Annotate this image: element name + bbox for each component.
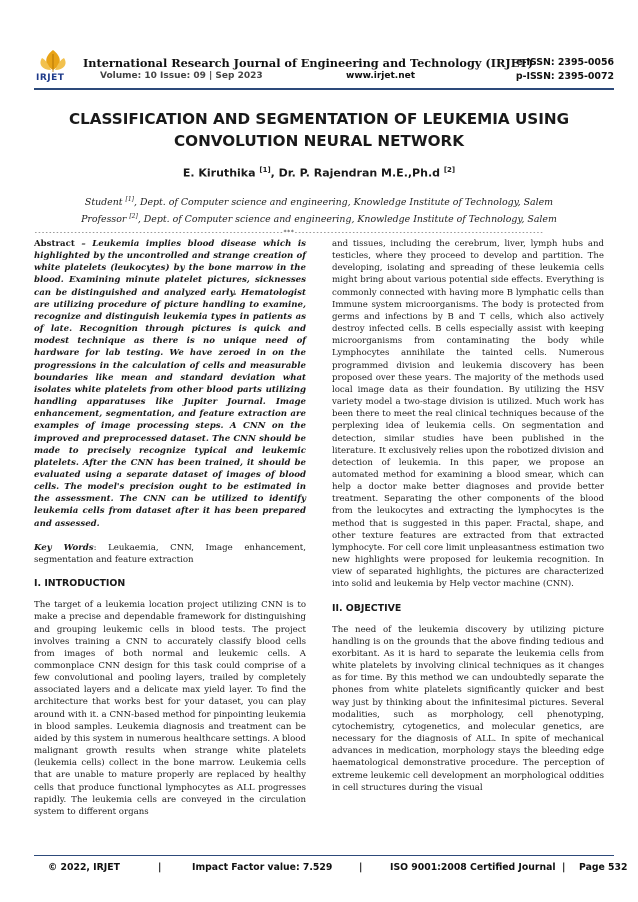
introduction-continued-text: and tissues, including the cerebrum, liver, lymph hubs and testicles, where they proceed to develop and partition. The developing, isolating and spreading of these leukemia cells might bring about various potential side effects. Everything is commonly connected with having more B lymphatic cells than Immune system microorganisms. The body is protected from germs and infections by B and T cells, which also actively destroy infected cells. B cells especially assist with keeping microorganisms from contaminating the body while Lymphocytes annihilate the tainted cells. Numerous programmed division and leukemia discovery has been proposed over these years. The majority of the methods used local image data as their foundation. By utilizing the HSV variety model a two-stage division is utilized. Much work has been there to meet the real clinical techniques because of the perplexing idea of leukemia cells. On segmentation and detection, similar studies have been published in the literature. It exclusively relies upon the robotized division and detection of leukemia. In this paper, we propose an automated method for examining a blood smear, which can help a doctor make better diagnoses and provide better treatment. Separating the other components of the blood from the leukocytes and extracting the lymphocytes is the method that is suggested in this paper. Fractal, shape, and other texture features are extracted from that extracted lymphocyte. For cell core limit unpleasantness estimation two new highlights were proposed for leukemia recognition. In view of separated highlights, the pictures are characterized into solid and leukemia by Help vector machine (CNN). — [332, 239, 604, 590]
keywords-label: Key Words — [34, 542, 94, 553]
author-name: E. Kiruthika — [182, 166, 256, 180]
journal-title: International Research Journal of Engineering and Technology (IRJET) — [83, 56, 534, 70]
affiliation-line: Student [1], Dept. of Computer science and engineering, Knowledge Institute of Technology, Salem — [84, 196, 554, 209]
paper-title-line2: CONVOLUTION NEURAL NETWORK — [174, 132, 464, 150]
eissn: e-ISSN: 2395-0056 — [516, 57, 614, 68]
footer-impact-factor: Impact Factor value: 7.529 — [192, 862, 333, 873]
author-ref: [2] — [443, 166, 456, 174]
author-list — [40, 166, 598, 180]
footer-separator: | — [158, 862, 162, 873]
volume-issue: Volume: 10 Issue: 09 | Sep 2023 — [100, 71, 263, 81]
abstract-text: Leukemia implies blood disease which is highlighted by the uncontrolled and strange creation of white platelets (leukocytes) by the bone marrow in the blood. Examining minute platelet pictures, sicknesses can be distinguished and analyzed early. Hematologist are utilizing procedure of picture handling to examine, recognize and distinguish leukemia types in patients as of late. Recognition through pictures is quick and modest technique as there is no unique need of hardware for lab testing. We have zeroed in on the progressions in the calculation of cells and measurable boundaries like mean and standard deviation what isolates white platelets from other blood parts utilizing handling apparatuses like Jupiter Journal. Image enhancement, segmentation, and feature extraction are examples of image processing steps. A CNN on the improved and preprocessed dataset. The CNN should be made to precisely recognize typical and leukemic platelets. After the CNN has been trained, it should be evaluated using a separate dataset of images of blood cells. The model's precision ought to be estimated in the assessment. The CNN can be utilized to identify leukemia cells from dataset after it has been prepared and assessed. — [34, 239, 307, 529]
introduction-text: The target of a leukemia location project utilizing CNN is to make a precise and dependable framework for distinguishing and grouping leukemic cells in blood tests. The project involves training a CNN to accurately classify blood cells from images of both normal and leukemic cells. A commonplace CNN design for this task could comprise of a few convolutional and pooling layers, trailed by completely associated layers and a delicate max yield layer. To find the architecture that works best for your dataset, you can play around with it. a CNN-based method for pinpointing leukemia in blood samples. Leukemia diagnosis and treatment can be aided by this system in numerous healthcare settings. A blood malignant growth results when strange white platelets (leukemia cells) collect in the bone marrow. Leukemia cells that are unable to mature properly are replaced by healthy cells that produce functional lymphocytes as ALL progresses rapidly. The leukemia cells are conveyed in the circulation system to different organs — [34, 600, 306, 817]
footer-separator: | — [562, 862, 566, 873]
section-heading-objective: II. OBJECTIVE — [332, 602, 402, 614]
footer-separator: | — [359, 862, 363, 873]
author-separator: , — [270, 166, 279, 180]
author-ref: [1] — [259, 166, 271, 174]
footer-iso: ISO 9001:2008 Certified Journal — [390, 862, 556, 873]
section-heading-introduction: I. INTRODUCTION — [34, 578, 126, 590]
journal-website-link[interactable]: www.irjet.net — [346, 71, 416, 81]
footer-page-number: Page 532 — [579, 862, 628, 873]
author-name: Dr. P. Rajendran M.E.,Ph.d — [278, 166, 440, 180]
footer-divider — [34, 855, 614, 856]
footer-copyright: © 2022, IRJET — [48, 862, 120, 873]
abstract-label: Abstract — [34, 239, 75, 249]
journal-header — [0, 0, 638, 90]
keywords-text: : Leukaemia, CNN, Image enhancement, segmentation and feature extraction — [34, 542, 306, 565]
keywords — [34, 542, 306, 566]
paper-title-line1: CLASSIFICATION AND SEGMENTATION OF LEUKEMIA USING — [68, 110, 570, 128]
header-divider — [34, 88, 614, 90]
logo-text: IRJET — [36, 73, 65, 83]
section-separator: ---------------------------------------------------------------------***--------------------------------------------------------------------- — [34, 229, 544, 236]
affiliation-line: Professor [2], Dept. of Computer science and engineering, Knowledge Institute of Technology, Salem — [81, 213, 557, 226]
paper-title — [40, 108, 598, 152]
left-column — [34, 238, 306, 818]
abstract: Abstract – Leukemia implies blood disease which is highlighted by the uncontrolled and strange creation of white platelets (leukocytes) by the bone marrow in the blood. Examining minute platelet pictures, sicknesses can be distinguished and analyzed early. Hematologist are utilizing procedure of picture handling to examine, recognize and distinguish leukemia types in patients as of late. Recognition through pictures is quick and modest technique as there is no unique need of hardware for lab testing. We have zeroed in on the progressions in the calculation of cells and measurable boundaries like mean and standard deviation what isolates white platelets from other blood parts utilizing handling apparatuses like Jupiter Journal. Image enhancement, segmentation, and feature extraction are examples of image processing steps. A CNN on the improved and preprocessed dataset. The CNN should be made to precisely recognize typical and leukemic platelets. After the CNN has been trained, it should be evaluated using a separate dataset of images of blood cells. The model's precision ought to be estimated in the assessment. The CNN can be utilized to identify leukemia cells from dataset after it has been prepared and assessed. — [34, 239, 307, 529]
objective-text: The need of the leukemia discovery by utilizing picture handling is on the grounds that the above finding tedious and exorbitant. As it is hard to separate the leukemia cells from white platelets by involving clinical techniques as it changes as for time. By this method we can undoubtedly separate the phones from white platelets significantly quicker and best way just by thinking about the infinitesimal pictures. Several modalities, such as morphology, cell phenotyping, cytochemistry, cytogenetics, and molecular genetics, are necessary for the diagnosis of ALL. In spite of mechanical advances in medication, morphology stays the bleeding edge haematological demonstrative procedure. The perception of extreme leukemic cell development an morphological oddities in cell structures during the visual — [332, 624, 604, 793]
right-column — [332, 238, 604, 794]
affiliations — [40, 193, 598, 227]
pissn: p-ISSN: 2395-0072 — [515, 71, 614, 82]
